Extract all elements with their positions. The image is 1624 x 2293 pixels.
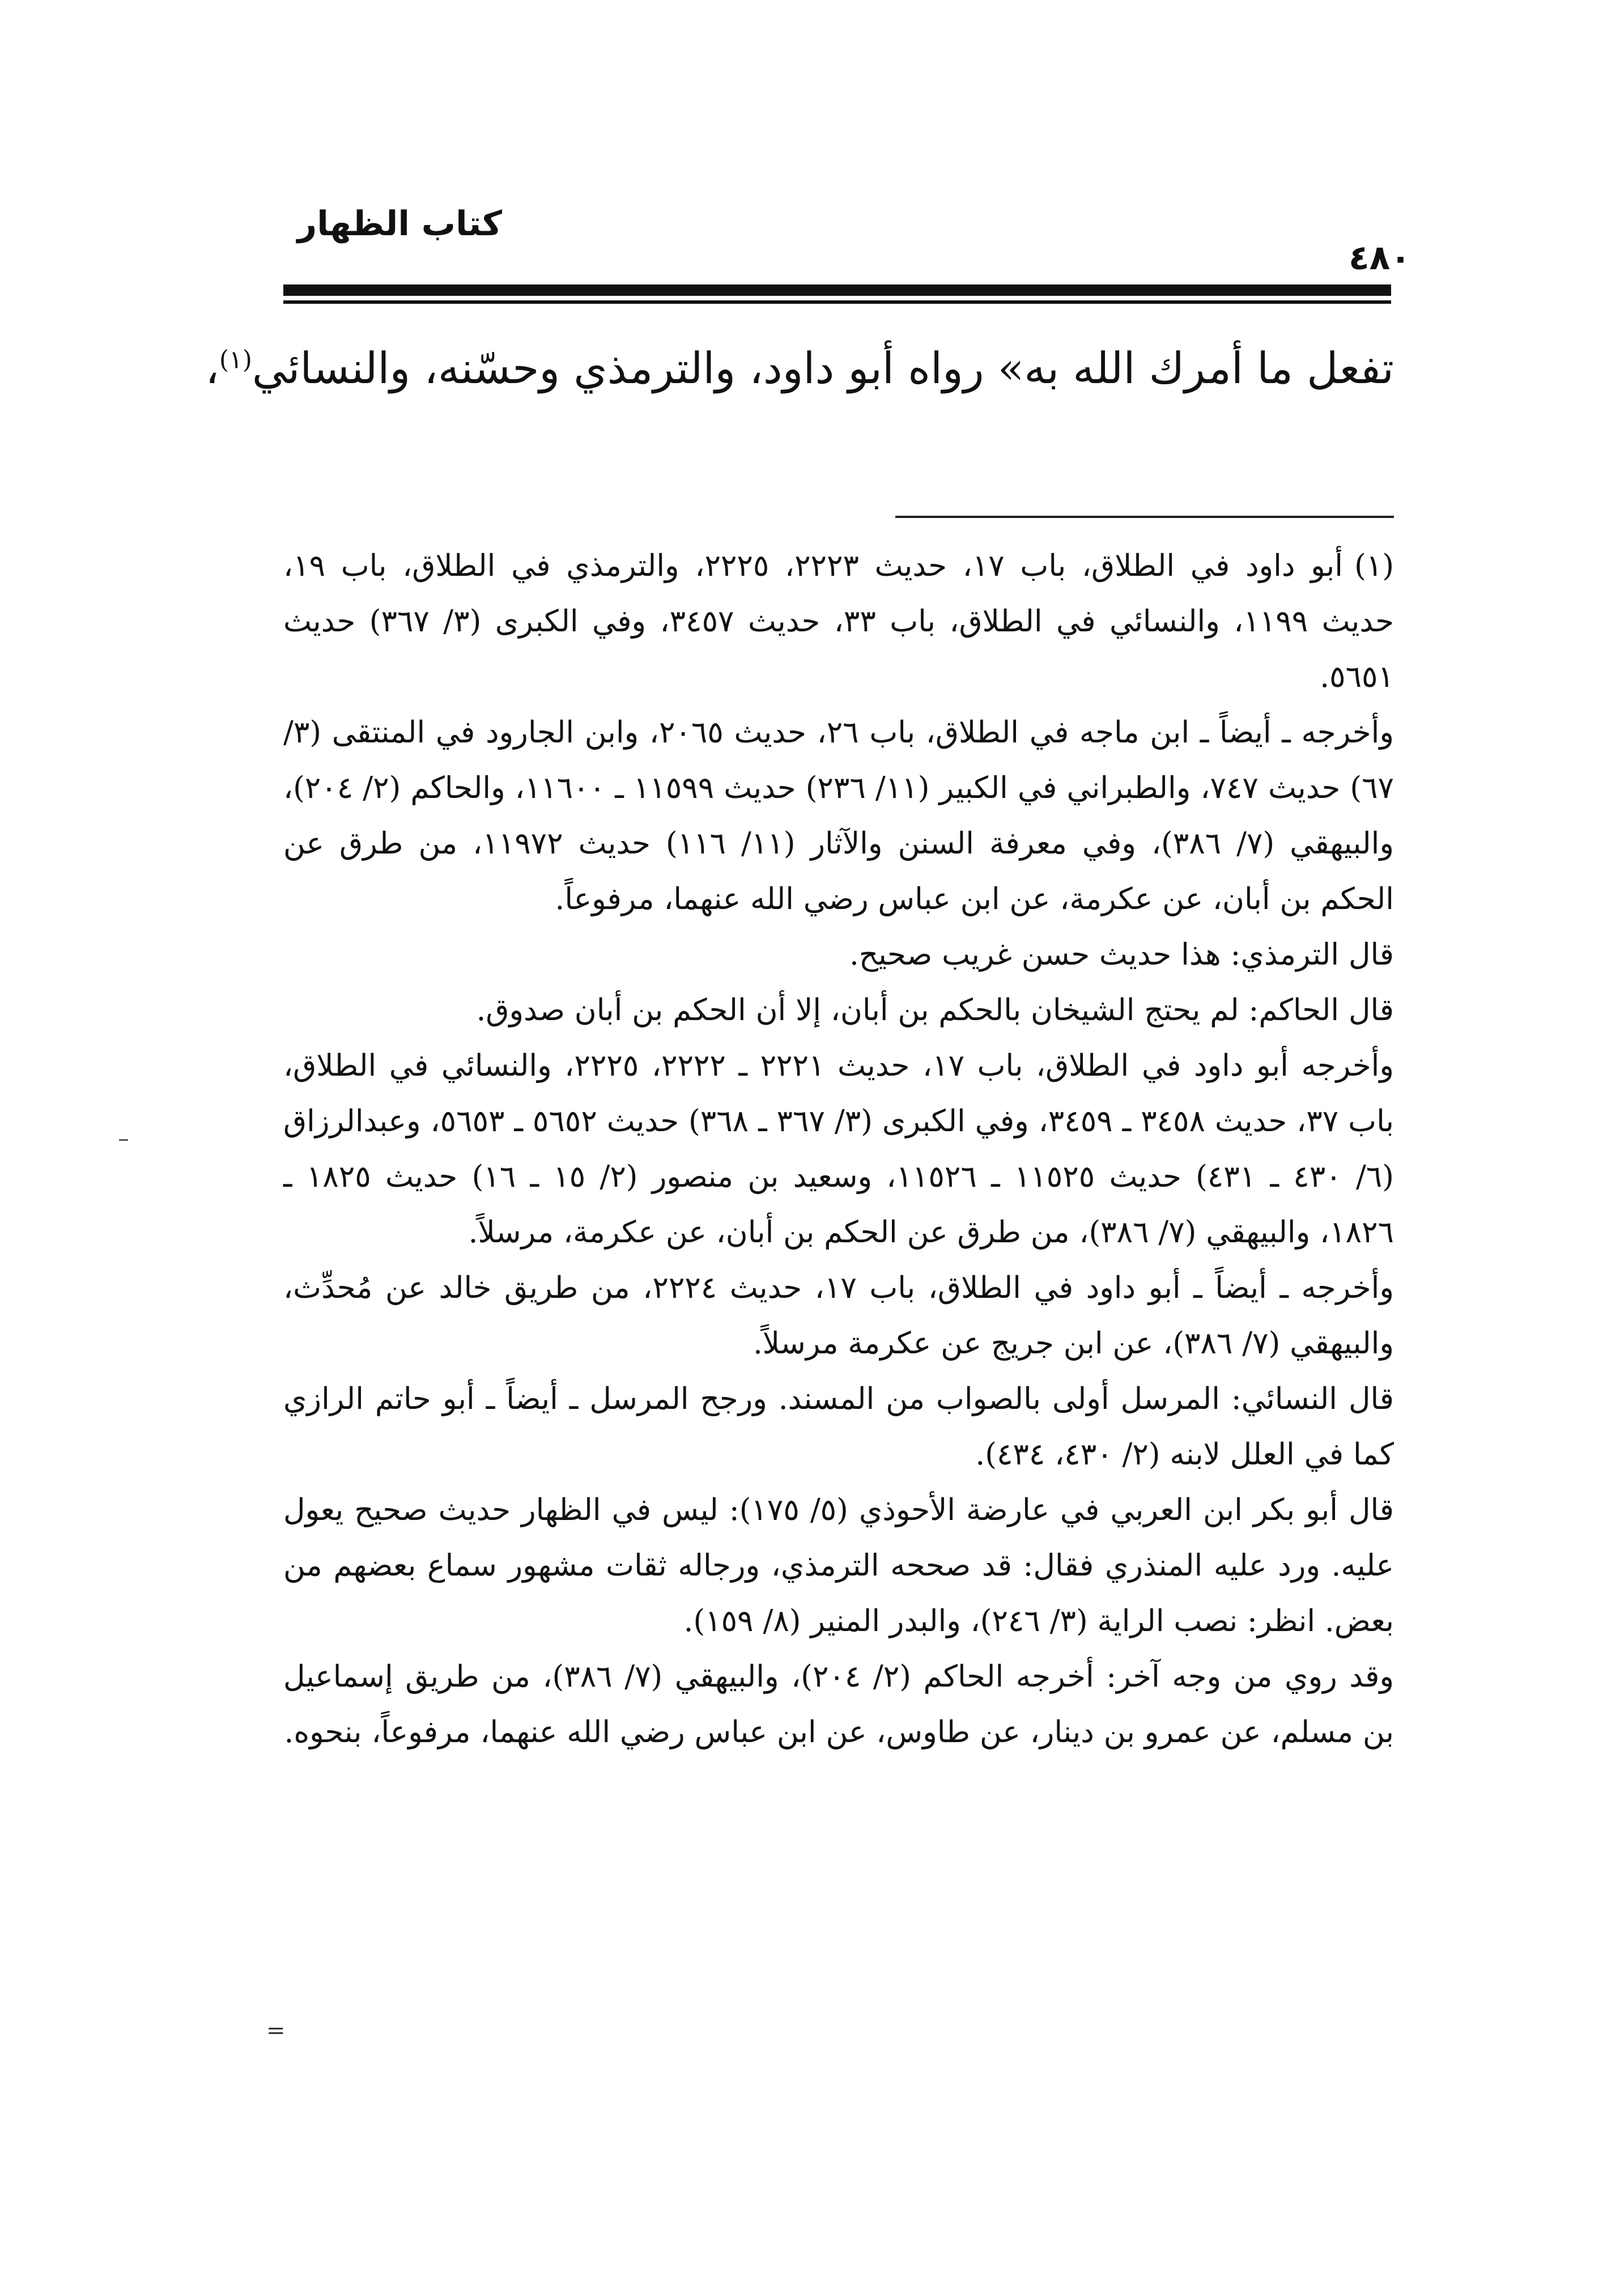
footnote-text: أبو داود في الطلاق، باب ١٧، حديث ٢٢٢٣، ٢٢٢٥، والترمذي في الطلاق، باب ١٩، حديث ١١٩٩، والنسائي في الطلاق، باب ٣٣، حديث ٣٤٥٧، وفي الكبرى (٣/ ٣٦٧) حديث ٥٦٥١. [283, 549, 1394, 694]
scan-artifact [119, 1139, 128, 1141]
page-header [0, 0, 1624, 317]
footnote-paragraph: قال الحاكم: لم يحتج الشيخان بالحكم بن أبان، إلا أن الحكم بن أبان صدوق. [476, 993, 1394, 1027]
footnote-paragraph: قال الترمذي: هذا حديث حسن غريب صحيح. [849, 937, 1394, 972]
footnote-paragraph: وأخرجه ـ أيضاً ـ أبو داود في الطلاق، باب ١٧، حديث ٢٢٢٤، من طريق خالد عن مُحدِّث، والبيهقي (٧/ ٣٨٦)، عن ابن جريج عن عكرمة مرسلاً. [283, 1271, 1394, 1361]
main-trailing-comma: ، [205, 343, 219, 393]
header-rule-thick [283, 284, 1391, 296]
footnote-paragraph: وأخرجه ـ أيضاً ـ ابن ماجه في الطلاق، باب ٢٦، حديث ٢٠٦٥، وابن الجارود في المنتقى (٣/ ٦٧) حديث ٧٤٧، والطبراني في الكبير (١١/ ٢٣٦) حديث ١١٥٩٩ ـ ١١٦٠٠، والحاكم (٢/ ٢٠٤)، والبيهقي (٧/ ٣٨٦)، وفي معرفة السنن والآثار (١١/ ١١٦) حديث ١١٩٧٢، من طرق عن الحكم بن أبان، عن عكرمة، عن ابن عباس رضي الله عنهما، مرفوعاً. [283, 715, 1395, 916]
footnote-paragraph [283, 538, 1394, 705]
footnotes [283, 538, 1394, 1760]
footnote-paragraph: وقد روي من وجه آخر: أخرجه الحاكم (٢/ ٢٠٤)، والبيهقي (٧/ ٣٨٦)، من طريق إسماعيل بن مسلم، عن عمرو بن دينار، عن طاوس، عن ابن عباس رضي الله عنهما، مرفوعاً، بنحوه. [283, 1659, 1394, 1750]
footnote-separator [895, 516, 1394, 518]
book-title: كتاب الظهار [297, 204, 502, 244]
page-number: ٤٨٠ [1349, 238, 1411, 278]
footnote-reference: (١) [219, 345, 252, 375]
main-text-line [205, 334, 1394, 402]
continuation-mark: = [266, 2018, 286, 2044]
header-rule-thin [283, 300, 1391, 304]
footnote-marker: (١) [1354, 549, 1395, 583]
main-text: تفعل ما أمرك الله به» رواه أبو داود، والترمذي وحسّنه، والنسائي [252, 343, 1394, 393]
footnote-paragraph: قال أبو بكر ابن العربي في عارضة الأحوذي (٥/ ١٧٥): ليس في الظهار حديث صحيح يعول عليه. ورد عليه المنذري فقال: قد صححه الترمذي، ورجاله ثقات مشهور سماع بعضهم من بعض. انظر: نصب الراية (٣/ ٢٤٦)، والبدر المنير (٨/ ١٥٩). [283, 1493, 1394, 1638]
footnote-paragraph: قال النسائي: المرسل أولى بالصواب من المسند. ورجح المرسل ـ أيضاً ـ أبو حاتم الرازي كما في العلل لابنه (٢/ ٤٣٠، ٤٣٤). [283, 1382, 1394, 1472]
footnote-paragraph: وأخرجه أبو داود في الطلاق، باب ١٧، حديث ٢٢٢١ ـ ٢٢٢٢، ٢٢٢٥، والنسائي في الطلاق، باب ٣٧، حديث ٣٤٥٨ ـ ٣٤٥٩، وفي الكبرى (٣/ ٣٦٧ ـ ٣٦٨) حديث ٥٦٥٢ ـ ٥٦٥٣، وعبدالرزاق (٦/ ٤٣٠ ـ ٤٣١) حديث ١١٥٢٥ ـ ١١٥٢٦، وسعيد بن منصور (٢/ ١٥ ـ ١٦) حديث ١٨٢٥ ـ ١٨٢٦، والبيهقي (٧/ ٣٨٦)، من طرق عن الحكم بن أبان، عن عكرمة، مرسلاً. [283, 1048, 1394, 1250]
